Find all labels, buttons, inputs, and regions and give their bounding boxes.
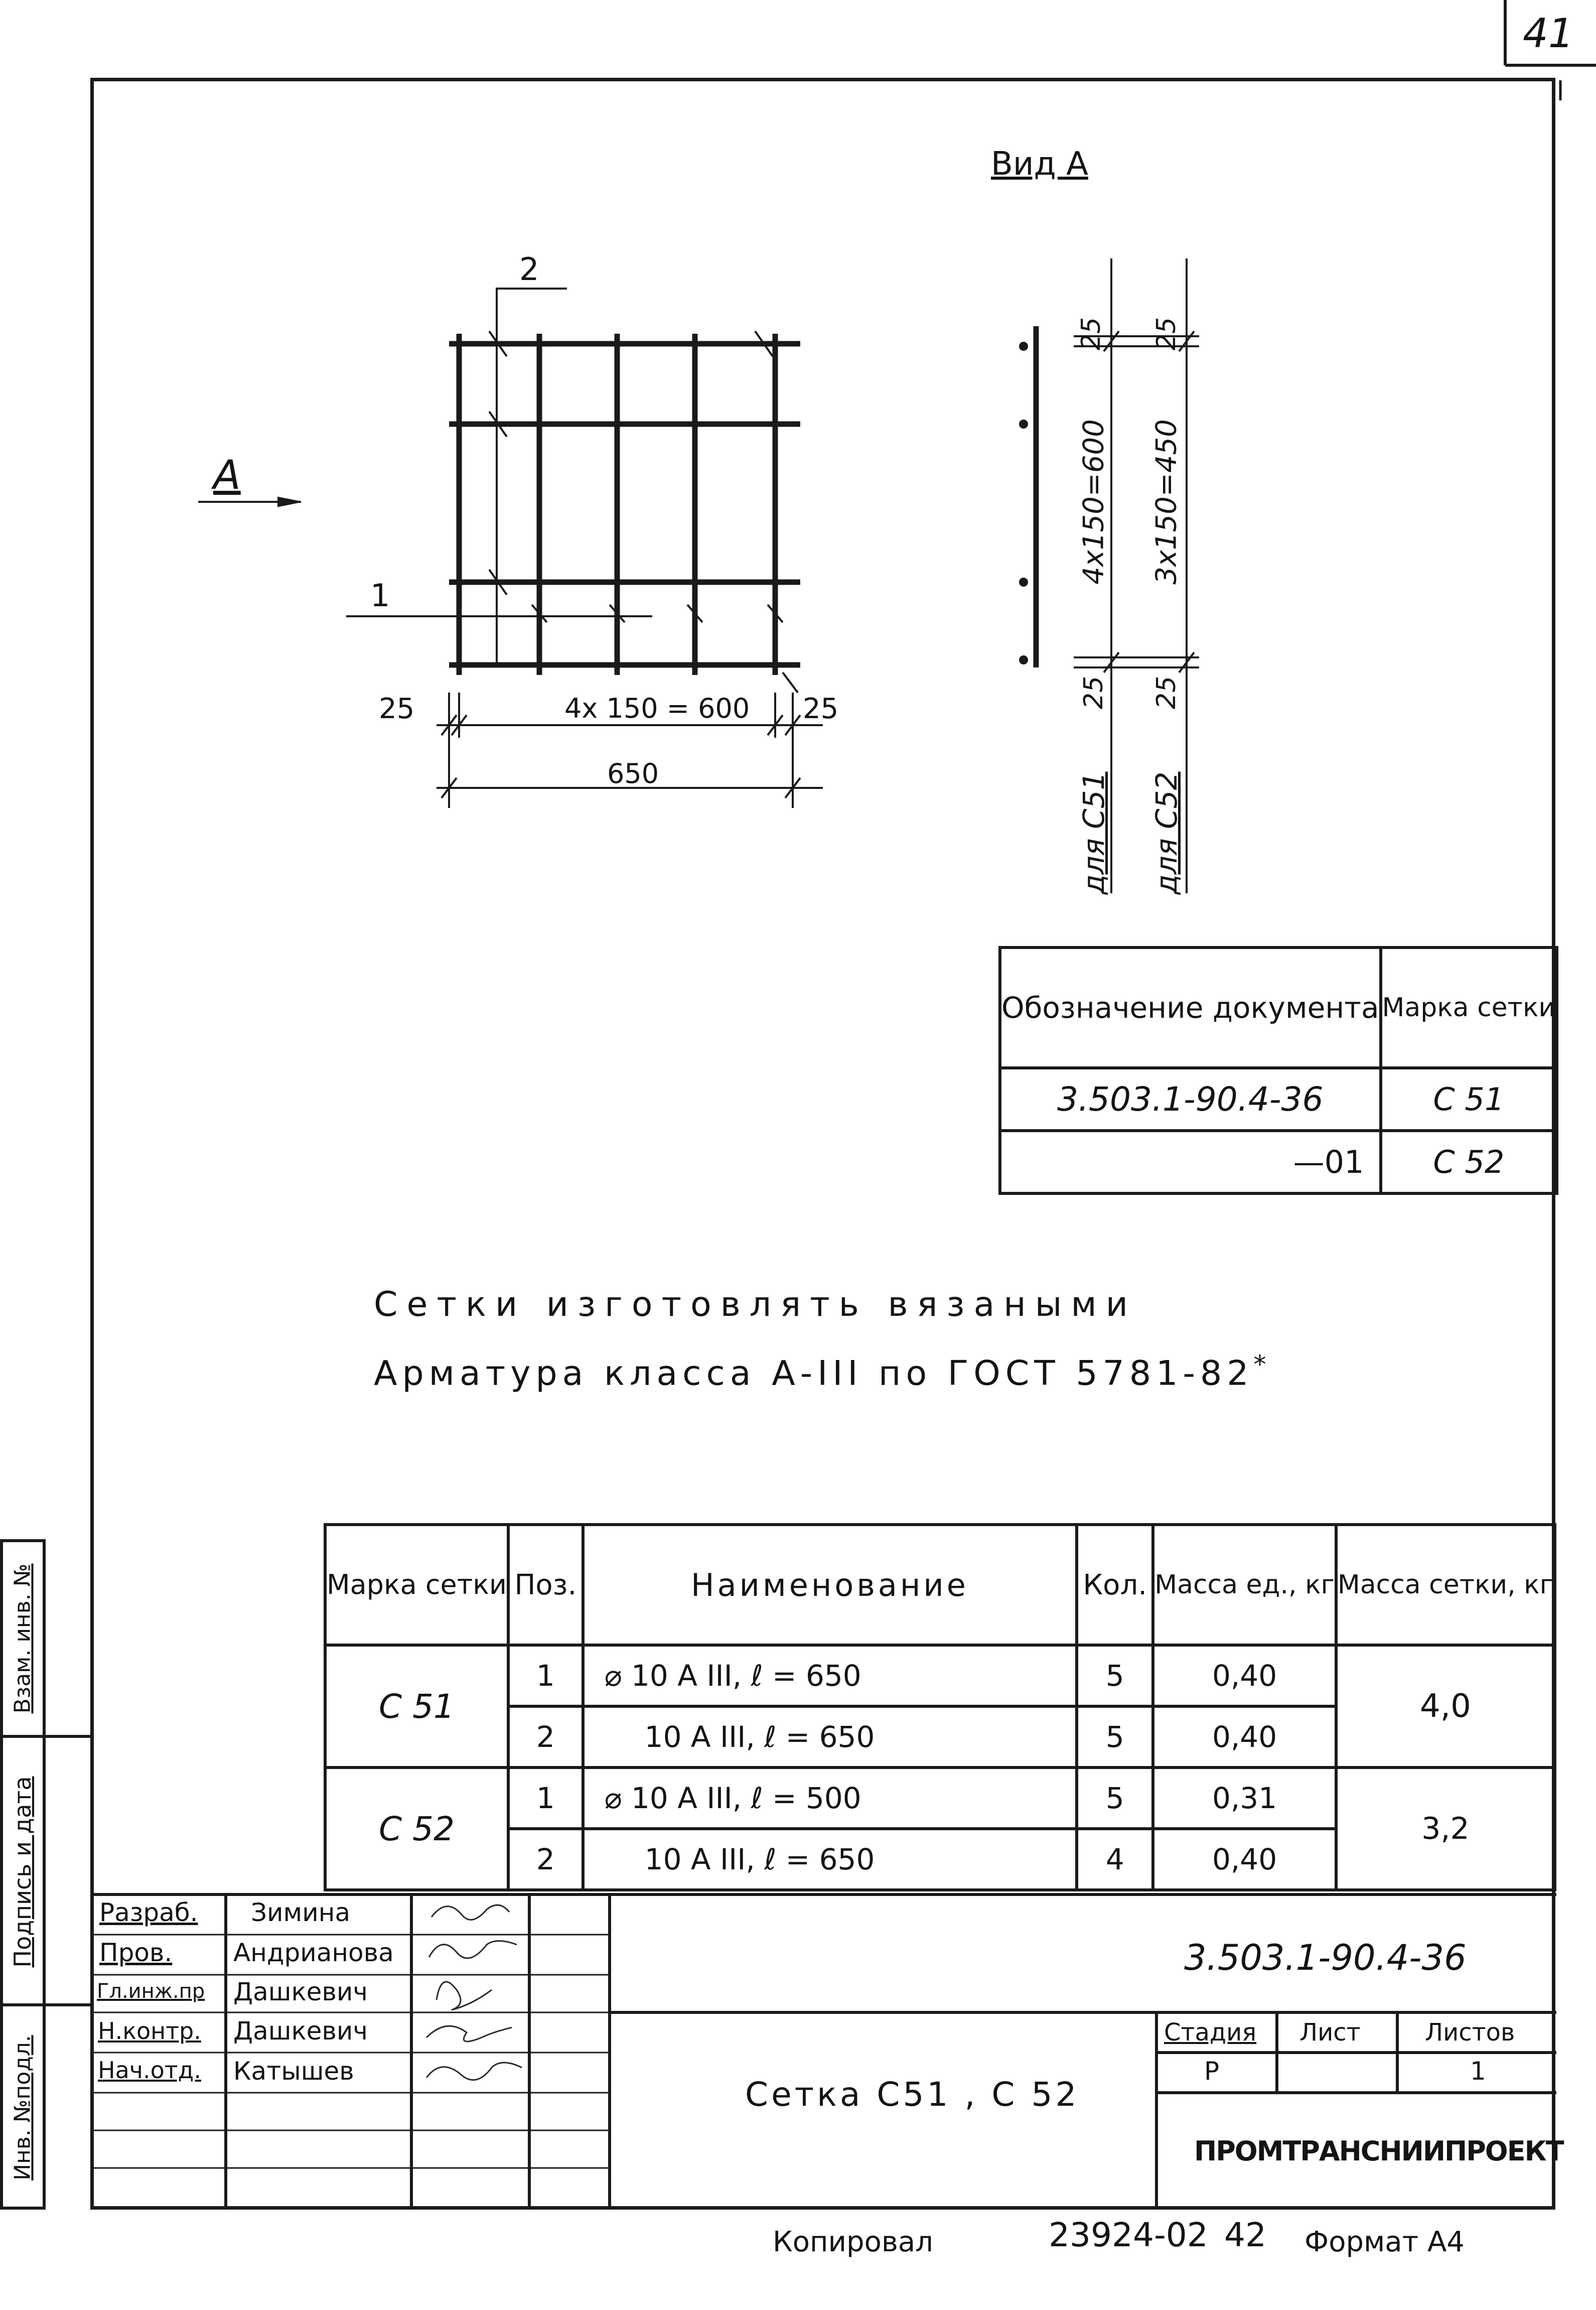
spec-qty: 5 [1077,1768,1153,1829]
spec-name: ⌀ 10 А III, ℓ = 650 [583,1645,1077,1706]
footer-copied: Копировал [773,2226,933,2258]
spec-head-mass-mesh: Масса сетки, кг [1336,1525,1555,1645]
signatures [426,1905,522,2080]
leader-label-1: 1 [370,577,390,614]
signer-name: Дашкевич [233,2016,368,2046]
footer-number: 23924-02 [1049,2216,1208,2254]
signer-name: Катышев [233,2057,354,2086]
dim-inner: 4х 150 = 600 [564,693,750,724]
doc-head-mark: Марка сетки [1381,947,1557,1068]
footer-page: 42 [1224,2216,1266,2254]
spec-name: ⌀ 10 А III, ℓ = 500 [583,1768,1077,1829]
page-number: 41 [1523,10,1574,57]
signer-name: Андрианова [233,1938,394,1967]
doc-title: Сетка С51 , С 52 [745,2075,1080,2114]
signer-role: Нач.отд. [98,2057,201,2084]
note-line-2-text: Арматура класса А-III по ГОСТ 5781-82 [374,1353,1254,1394]
section-label: А [213,452,241,498]
spec-mass-unit: 0,40 [1153,1706,1336,1768]
spec-pos: 1 [508,1645,583,1706]
spec-group-mass: 3,2 [1336,1768,1555,1890]
leader-label-2: 2 [519,251,539,288]
sheets-label: Листов [1425,2018,1515,2047]
view-title: Вид А [991,146,1088,183]
dim-left-edge: 25 [379,693,415,725]
dim-right-edge: 25 [803,693,839,725]
spec-qty: 5 [1077,1645,1153,1706]
doc-head-designation: Обозначение документа [1000,947,1381,1068]
signer-role: Н.контр. [98,2017,201,2045]
spec-mass-unit: 0,40 [1153,1645,1336,1706]
signer-role: Разраб. [99,1898,198,1927]
spec-name: 10 А III, ℓ = 650 [583,1829,1077,1890]
dim-total: 650 [607,758,659,789]
stamp-sign-date: Подпись и дата [9,1776,36,1968]
side-label-b: для С52 [1149,771,1184,895]
spec-mass-unit: 0,31 [1153,1768,1336,1829]
spec-pos: 2 [508,1706,583,1768]
doc-mark: С 52 [1381,1131,1557,1193]
doc-mark: С 51 [1381,1068,1557,1131]
spec-qty: 5 [1077,1706,1153,1768]
spec-head-mark: Марка сетки [325,1525,508,1645]
side-span-a: 4х150=600 [1077,419,1110,585]
spec-group-mark: С 51 [325,1645,508,1768]
org-name: ПРОМТРАНСНИИПРОЕКТ [1194,2135,1563,2167]
stage-value: Р [1204,2057,1220,2086]
spec-group-mass: 4,0 [1336,1645,1555,1768]
stamp-inv-orig: Инв. №подл. [10,2035,36,2181]
side-label-a: для С51 [1077,771,1111,895]
signer-role: Пров. [99,1938,173,1967]
doc-code: 3.503.1-90.4-36 [1184,1937,1467,1978]
side-span-b: 3х150=450 [1150,419,1183,585]
stage-label: Стадия [1164,2018,1257,2047]
spec-pos: 2 [508,1829,583,1890]
spec-head-pos: Поз. [508,1525,583,1645]
signer-name: Зимина [251,1898,351,1927]
signer-role: Гл.инж.пр [97,1980,205,2003]
note-star: * [1253,1350,1271,1379]
spec-name: 10 А III, ℓ = 650 [583,1706,1077,1768]
spec-head-name: Наименование [583,1525,1077,1645]
spec-head-qty: Кол. [1077,1525,1153,1645]
spec-head-mass-unit: Масса ед., кг [1153,1525,1336,1645]
spec-qty: 4 [1077,1829,1153,1890]
note-line-1: Сетки изготовлять вязаными [374,1285,1137,1324]
side-bot-b: 25 [1151,675,1182,710]
signer-name: Дашкевич [233,1977,368,2006]
side-bot-a: 25 [1079,675,1109,710]
doc-designation: 3.503.1-90.4-36 [1000,1068,1381,1131]
side-top-a: 25 [1076,317,1106,351]
sheet-label: Лист [1299,2018,1361,2047]
spec-mass-unit: 0,40 [1153,1829,1336,1890]
stamp-vzam: Взам. инв. № [10,1563,36,1714]
spec-group-mark: С 52 [325,1768,508,1890]
side-top-b: 25 [1151,317,1182,351]
footer-format: Формат А4 [1304,2226,1465,2258]
spec-pos: 1 [508,1768,583,1829]
doc-designation: —01 [1000,1131,1381,1193]
sheets-value: 1 [1470,2057,1486,2086]
